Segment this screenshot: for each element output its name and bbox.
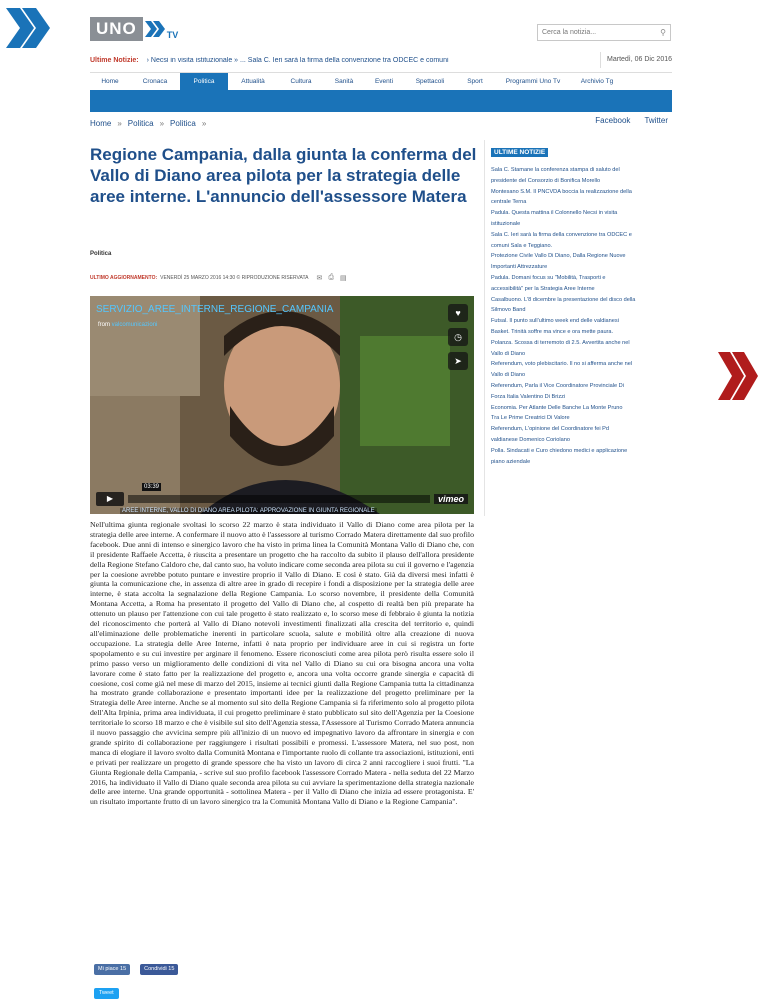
video-controls [96, 484, 468, 506]
article-meta [90, 274, 480, 282]
breadcrumb-separator-icon: » [159, 118, 165, 128]
article-body: Nell'ultima giunta regionale svoltasi lo scorso 22 marzo è stata individuato il Vallo di Diano come area pilota per la strategia delle aree interne. A confermare il nuovo atto è l'assessore al turismo Corrado Matera direttamente dal suo profilo facebook. Due anni di intenso e sinergico lavoro che ha visto in prima linea la Comunità Montana Vallo di Diano che, con il presidente Raffaele Accetta, è riuscita a presentare un progetto che ha raccolto da subito il plauso dell'allora presidente della Regione Stefano Caldoro che, dal canto suo, ha voluto indicare come seconda area pilota su cui il governo e l'agenzia per la coesione avrebbe potuto puntare e investire proprio il Vallo di Diano. E così è stato. Già da diversi mesi infatti è giunta la comunicazione che, in assenza di altre aree in grado di recepire i fondi a disposizione per la strategia delle aree interne, è stata accolta la segnalazione della Regione Campania. Lo scorso novembre, il presidente della Comunità Montana Accetta, a Roma ha presentato il progetto del Vallo di Diano che, al cospetto di realtà ben più preparate ha ottenuto un plauso per l'attenzione con cui tale progetto è stato realizzato e, lo scorso mese di febbraio è giunta la notizia del riconoscimento che porterà al Vallo di Diano notevoli investimenti finalizzati alla crescita del territorio e, quindi all'eliminazione delle problematiche inerenti in particolare scuola, salute e mobilità oltre alla creazione di nuova occupazione. La strategia delle Aree Interne, infatti è nata proprio per individuare aree in cui si registra un forte spopolamento e su cui investire per arginare il fenomeno. Essere riconosciuti come area pilota però risulta essere solo il primo passo verso un miglioramento delle condizioni di vita nel Vallo di Diano su cui ora bisogna ancora una volta lavorare come è stato fatto per la realizzazione del progetto e, ancora una volta occorre grande sinergia e capacità di coesione, così come già nel mese di marzo del 2015, insieme ai tecnici giunti dalla Regione Campania tutta la cittadinanza ha mostrato grande collaborazione e presentato importanti idee per la realizzazione del progetto preliminare per la Strategia delle Aree interne. Anche se al momento sul sito della Regione Campania si fa riferimento solo al progetto pilota dell'Alta Irpinia, prima area individuata, il cui progetto preliminare è stato pubblicato sul sito dell'Agenzia per la Coesione territoriale lo scorso 18 marzo e che è visibile sul sito dell'Agenzia stessa, l'Assessore al Turismo Corrado Matera annuncia il nuovo passaggio che avvicina sempre più all'inizio di un nuovo ed impegnativo lavoro da affrontare in sinergia e con grande spirito di collaborazione per raggiungere i risultati possibili e promessi. L'assessore Matera, nel suo post, non manca di elogiare il lavoro svolto dalla Comunità Montana e l'importante ruolo di collante tra associazioni, istituzioni, enti e privati per realizzare un progetto di grande spessore che ha visto un lavoro di circa 2 anni raccogliere i suoi frutti. "La Giunta Regionale della Campania, - scrive sul suo profilo facebook l'assessore Corrado Matera - nella seduta del 22 Marzo 2016, ha individuato il Vallo di Diano quale seconda area pilota su cui avviare la sperimentazione della strategia nazionale delle aree interne. Una grande opportunità - sottolinea Matera - per il Vallo di Diano che inizia ad essere protagonista. E' un risultato importante frutto di un lavoro sinergico tra la Comunità Montana Vallo di Diano e la Regione Campania". [90, 520, 474, 807]
nav-item-sport[interactable]: Sport [467, 78, 483, 85]
video-from-label: from [98, 322, 110, 328]
breadcrumb-politica-2[interactable]: Politica [170, 118, 196, 128]
video-progress[interactable] [128, 484, 430, 503]
facebook-share-button[interactable]: Condividi 15 [140, 964, 178, 975]
play-icon[interactable]: ▶ [96, 492, 124, 506]
list-item[interactable]: comuni Sala e Teggiano. [491, 242, 553, 249]
site-header [80, 6, 680, 50]
logo-arrows-icon [145, 19, 165, 39]
sidebar-latest-news [484, 140, 674, 516]
list-item[interactable]: Sala C. Ieri sarà la firma della convenzione tra ODCEC e [491, 231, 632, 238]
article-title: Regione Campania, dalla giunta la conferma del Vallo di Diano area pilota per la strategia delle aree interne. L'annuncio dell'assessore Matera [90, 145, 477, 206]
video-source [98, 322, 157, 328]
search-input[interactable] [537, 24, 671, 41]
video-player[interactable] [90, 296, 474, 514]
nav-row [90, 72, 672, 92]
list-item[interactable]: Protezione Civile Vallo Di Diano, Dalla Regione Nuove [491, 253, 626, 260]
sidebar-news-list [491, 165, 674, 467]
nav-item-attualita[interactable]: Attualità [241, 78, 265, 85]
logo-sub: TV [166, 30, 179, 40]
email-icon[interactable]: ✉ [316, 275, 323, 282]
main-nav [90, 72, 672, 112]
video-author-link[interactable]: valcomunicazioni [111, 322, 158, 328]
list-item[interactable]: centrale Terna [491, 199, 527, 206]
video-title[interactable]: SERVIZIO_AREE_INTERNE_REGIONE_CAMPANIA [96, 304, 334, 315]
list-item[interactable]: valdianese Domenico Coriolano [491, 436, 570, 443]
nav-item-cultura[interactable]: Cultura [290, 78, 312, 85]
list-item[interactable]: Montesano S.M. Il PNCVDA boccia la realizzazione della [491, 188, 632, 195]
list-item[interactable]: Tra Le Prime Creatrici Di Valore [491, 415, 570, 422]
list-item[interactable]: Silmovo Band [491, 307, 526, 314]
list-item[interactable]: istituzionale [491, 220, 521, 227]
video-caption: AREE INTERNE, VALLO DI DIANO AREA PILOTA: APPROVAZIONE IN GIUNTA REGIONALE [122, 508, 375, 514]
breadcrumb [90, 114, 672, 132]
search-placeholder: Cerca la notizia... [542, 29, 597, 36]
nav-item-cronaca[interactable]: Cronaca [142, 78, 168, 85]
page-container [80, 6, 680, 996]
ticker-label: Ultime Notizie: [90, 56, 139, 64]
nav-item-spettacoli[interactable]: Spettacoli [415, 78, 445, 85]
share-icon[interactable]: ➤ [448, 352, 468, 370]
list-item[interactable]: Futsal. Il punto sull'ultimo week end delle valdianesi [491, 318, 619, 325]
like-icon[interactable]: ♥ [448, 304, 468, 322]
video-frame [90, 296, 474, 514]
list-item[interactable]: accessibilità" per la Strategia Aree Interne [491, 285, 595, 292]
breadcrumb-politica[interactable]: Politica [127, 118, 154, 128]
breadcrumb-separator-icon: » [201, 118, 207, 128]
logo-text: UNO [90, 17, 143, 41]
list-item[interactable]: Importanti Attrezzature [491, 264, 548, 271]
news-ticker [90, 52, 672, 68]
meta-label: ULTIMO AGGIORNAMENTO: [90, 275, 158, 281]
nav-item-eventi[interactable]: Eventi [374, 78, 394, 85]
ticker-items[interactable]: › Necsi in visita istituzionale » ... Sala C. Ieri sarà la firma della convenzione tra ODCEC e comuni [146, 56, 449, 64]
site-logo[interactable] [90, 16, 178, 42]
list-item[interactable]: Forza Italia Valentino Di Brizzi [491, 393, 566, 400]
current-date: Martedì, 06 Dic 2016 [600, 52, 672, 68]
breadcrumb-separator-icon: » [117, 118, 122, 128]
breadcrumb-home[interactable]: Home [90, 118, 112, 128]
facebook-link[interactable]: Facebook [595, 116, 631, 125]
list-item[interactable]: Padula. Domani focus su "Mobilità, Trasporti e [491, 274, 606, 281]
nav-item-archivio[interactable]: Archivio Tg [580, 78, 614, 85]
video-duration: 03:39 [144, 484, 160, 490]
article-tools [316, 274, 346, 282]
tweet-button[interactable]: Tweet [94, 988, 119, 999]
watch-later-icon[interactable]: ◷ [448, 328, 468, 346]
nav-item-politica[interactable]: Politica [180, 73, 228, 91]
list-item[interactable]: Padula. Questa mattina il Colonnello Necsi in visita [491, 210, 618, 217]
meta-text: VENERDÌ 25 MARZO 2016 14:30 © RIPRODUZIONE RISERVATA [160, 275, 309, 281]
article-category[interactable]: Politica [90, 251, 112, 257]
nav-item-programmi[interactable]: Programmi Uno Tv [505, 78, 561, 85]
sidebar-heading: ULTIME NOTIZIE [491, 148, 548, 157]
chevron-decoration-icon [6, 8, 50, 48]
share-buttons [94, 964, 178, 975]
search-icon[interactable]: ⚲ [660, 28, 666, 37]
print-icon[interactable]: ⎙ [328, 274, 334, 281]
list-item[interactable]: Vallo di Diano [491, 372, 526, 379]
nav-item-sanita[interactable]: Sanità [334, 78, 354, 85]
list-item[interactable]: Casalbuono. L'8 dicembre la presentazione del disco della [491, 296, 636, 303]
list-item[interactable]: Referendum, L'opinione del Coordinatore fei Pd [491, 426, 609, 433]
video-actions [448, 304, 468, 370]
chevron-decoration-icon [718, 352, 758, 400]
list-item[interactable]: Sala C. Stamane la conferenza stampa di saluto del [491, 167, 620, 173]
facebook-like-button[interactable]: Mi piace 15 [94, 964, 130, 975]
list-item[interactable]: piano aziendale [491, 458, 531, 465]
list-item[interactable]: presidente del Consorzio di Bonifica Morello [491, 177, 601, 184]
list-item[interactable]: Economia. Per Atlante Delle Banche La Monte Pruno [491, 404, 623, 411]
pdf-icon[interactable]: ▤ [339, 275, 347, 282]
list-item[interactable]: Referendum, Parla il Vice Coordinatore Provinciale Di [491, 382, 624, 389]
vimeo-logo[interactable]: vimeo [434, 494, 468, 504]
list-item[interactable]: Referendum, voto plebiscitario. Il no si afferma anche nel [491, 361, 633, 368]
list-item[interactable]: Basket. Trinità soffre ma vince e ora mette paura. [491, 328, 614, 335]
list-item[interactable]: Vallo di Diano [491, 350, 526, 357]
list-item[interactable]: Polla. Sindacati e Curo chiedono medici e applicazione [491, 447, 628, 454]
twitter-link[interactable]: Twitter [644, 116, 668, 125]
nav-item-home[interactable]: Home [101, 78, 119, 85]
list-item[interactable]: Polanza. Scossa di terremoto di 2.5. Avvertita anche nel [491, 339, 630, 346]
social-links [595, 116, 668, 125]
